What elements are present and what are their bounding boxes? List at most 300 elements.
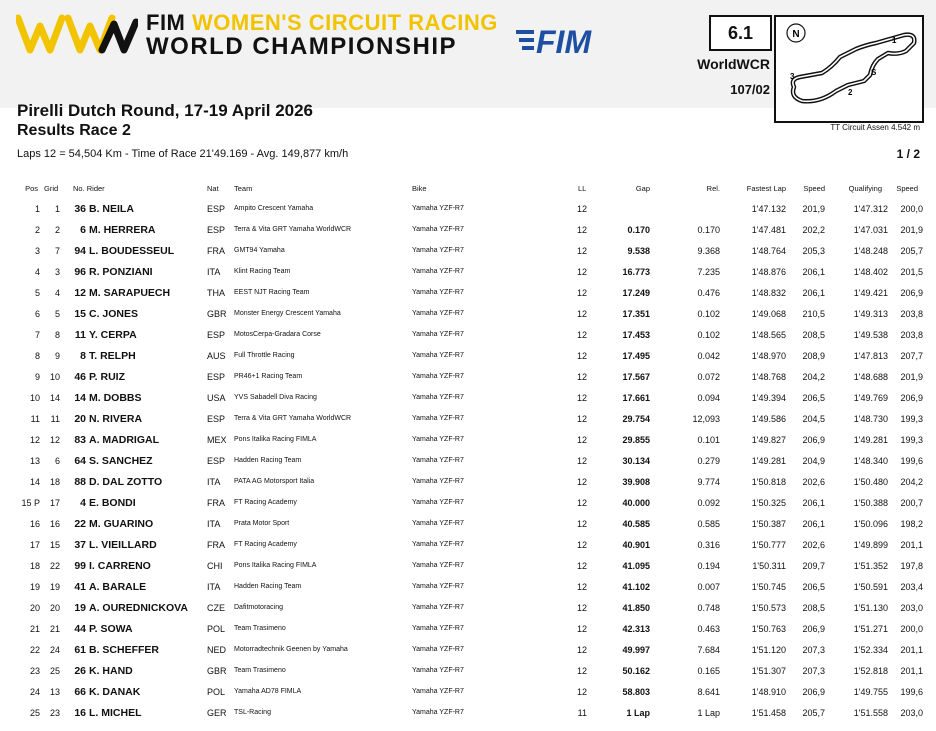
table-row [0, 493, 936, 514]
cell-num: 99 [74, 560, 86, 572]
cell-nat: NED [207, 645, 227, 655]
cell-team: GMT94 Yamaha [234, 247, 285, 254]
cell-bike: Yamaha YZF-R7 [412, 457, 464, 464]
cell-gap: 39.908 [622, 477, 650, 487]
cell-ll: 12 [576, 687, 587, 697]
cell-bike: Yamaha YZF-R7 [412, 226, 464, 233]
table-row [0, 262, 936, 283]
cell-pos: 4 [34, 267, 40, 277]
cell-spd: 206,9 [802, 624, 825, 634]
cell-qspd: 201,1 [900, 645, 923, 655]
cell-rel: 0.748 [697, 603, 720, 613]
cell-gap: 17.249 [622, 288, 650, 298]
cell-gap: 17.351 [622, 309, 650, 319]
cell-bike: Yamaha YZF-R7 [412, 625, 464, 632]
cell-qual: 1'51.130 [853, 603, 888, 613]
col-fastest-lap: Fastest Lap [746, 184, 786, 193]
cell-ll: 12 [576, 582, 587, 592]
col-qspeed: Speed [896, 184, 918, 193]
cell-rider: M. DOBBS [89, 392, 142, 404]
brand-fim: FIM [146, 10, 186, 35]
cell-rel: 8.641 [697, 687, 720, 697]
cell-gap: 0.170 [627, 225, 650, 235]
cell-grid: 16 [49, 519, 60, 529]
cell-rider: K. HAND [89, 665, 133, 677]
results-title: Results Race 2 [17, 122, 131, 139]
cell-fl: 1'51.458 [751, 708, 786, 718]
cell-gap: 17.495 [622, 351, 650, 361]
cell-num: 66 [74, 686, 86, 698]
cell-spd: 206,5 [802, 582, 825, 592]
cell-rel: 7.235 [697, 267, 720, 277]
cell-nat: GER [207, 708, 227, 718]
cell-num: 8 [80, 350, 86, 362]
cell-pos: 20 [29, 603, 40, 613]
cell-spd: 208,5 [802, 330, 825, 340]
cell-fl: 1'47.132 [751, 204, 786, 214]
cell-grid: 24 [49, 645, 60, 655]
cell-grid: 9 [54, 351, 60, 361]
cell-fl: 1'48.970 [751, 351, 786, 361]
cell-nat: ITA [207, 582, 221, 592]
table-row [0, 241, 936, 262]
cell-rider: D. DAL ZOTTO [89, 476, 163, 488]
cell-rel: 0.072 [697, 372, 720, 382]
cell-qspd: 206,9 [900, 288, 923, 298]
table-row [0, 472, 936, 493]
cell-fl: 1'48.876 [751, 267, 786, 277]
cell-bike: Yamaha YZF-R7 [412, 436, 464, 443]
cell-fl: 1'49.586 [751, 414, 786, 424]
cell-ll: 12 [576, 246, 587, 256]
table-row [0, 598, 936, 619]
col-qualifying: Qualifying [848, 184, 882, 193]
cell-grid: 21 [49, 624, 60, 634]
cell-qspd: 201,5 [900, 267, 923, 277]
cell-fl: 1'49.068 [751, 309, 786, 319]
col-nat: Nat [207, 184, 219, 193]
cell-rel: 0.007 [697, 582, 720, 592]
col-ll: LL [578, 184, 587, 193]
cell-fl: 1'48.832 [751, 288, 786, 298]
cell-fl: 1'51.120 [751, 645, 786, 655]
cell-rider: M. HERRERA [89, 224, 156, 236]
cell-qspd: 204,2 [900, 477, 923, 487]
cell-bike: Yamaha YZF-R7 [412, 667, 464, 674]
table-row [0, 556, 936, 577]
circuit-name: TT Circuit Assen 4.542 m [830, 123, 920, 132]
cell-fl: 1'48.764 [751, 246, 786, 256]
cell-team: Prata Motor Sport [234, 520, 290, 527]
cell-nat: USA [207, 393, 226, 403]
cell-qspd: 203,4 [900, 582, 923, 592]
cell-grid: 10 [49, 372, 60, 382]
cell-qual: 1'48.248 [853, 246, 888, 256]
cell-ll: 12 [576, 330, 587, 340]
table-row [0, 451, 936, 472]
cell-grid: 23 [49, 708, 60, 718]
cell-nat: ESP [207, 225, 226, 235]
col-grid: Grid [44, 184, 59, 193]
cell-rider: M. GUARINO [89, 518, 154, 530]
cell-rel: 7.684 [697, 645, 720, 655]
table-row [0, 325, 936, 346]
cell-fl: 1'50.311 [752, 561, 786, 571]
cell-qual: 1'51.352 [853, 561, 888, 571]
cell-team: Klint Racing Team [234, 268, 291, 275]
cell-num: 96 [74, 266, 86, 278]
cell-rel: 0.101 [697, 435, 720, 445]
cell-num: 11 [74, 329, 86, 341]
cell-grid: 19 [49, 582, 60, 592]
cell-ll: 12 [576, 309, 587, 319]
cell-ll: 12 [576, 498, 587, 508]
cell-qspd: 206,9 [900, 393, 923, 403]
cell-rider: B. NEILA [89, 203, 134, 215]
cell-grid: 25 [49, 666, 60, 676]
cell-rider: I. CARRENO [89, 560, 151, 572]
cell-qspd: 200,0 [900, 624, 923, 634]
col-gap: Gap [635, 184, 650, 193]
cell-team: Pons Italika Racing FIMLA [234, 562, 317, 569]
cell-bike: Yamaha YZF-R7 [412, 709, 464, 716]
cell-num: 64 [74, 455, 86, 467]
cell-ll: 12 [576, 477, 587, 487]
cell-grid: 13 [49, 687, 60, 697]
cell-grid: 12 [49, 435, 60, 445]
cell-pos: 3 [34, 246, 40, 256]
cell-qual: 1'52.818 [853, 666, 888, 676]
cell-num: 41 [74, 581, 86, 593]
cell-team: FT Racing Academy [234, 499, 297, 506]
cell-ll: 12 [576, 351, 587, 361]
cell-rel: 1 Lap [697, 708, 720, 718]
cell-bike: Yamaha YZF-R7 [412, 583, 464, 590]
cell-team: Team Trasimeno [234, 625, 286, 632]
cell-rider: B. SCHEFFER [89, 644, 160, 656]
table-row [0, 514, 936, 535]
cell-bike: Yamaha YZF-R7 [412, 520, 464, 527]
cell-num: 12 [74, 287, 86, 299]
cell-pos: 8 [34, 351, 40, 361]
table-row [0, 430, 936, 451]
cell-qual: 1'48.402 [853, 267, 888, 277]
cell-spd: 208,5 [802, 603, 825, 613]
cell-rider: A. MADRIGAL [89, 434, 159, 446]
cell-team: Pons Italika Racing FIMLA [234, 436, 317, 443]
cell-nat: CZE [207, 603, 225, 613]
cell-spd: 209,7 [802, 561, 825, 571]
cell-qual: 1'49.313 [853, 309, 888, 319]
cell-qspd: 199,3 [900, 414, 923, 424]
cell-gap: 41.850 [622, 603, 650, 613]
cell-ll: 12 [576, 393, 587, 403]
cell-rel: 0.170 [697, 225, 720, 235]
cell-nat: ESP [207, 204, 226, 214]
cell-pos: 17 [29, 540, 40, 550]
cell-bike: Yamaha YZF-R7 [412, 688, 464, 695]
cell-nat: ITA [207, 267, 221, 277]
cell-rider: L. BOUDESSEUL [89, 245, 175, 257]
cell-rider: M. SARAPUECH [89, 287, 171, 299]
cell-pos: 7 [34, 330, 40, 340]
cell-rel: 12,093 [692, 414, 720, 424]
cell-bike: Yamaha YZF-R7 [412, 562, 464, 569]
cell-spd: 206,9 [802, 687, 825, 697]
cell-spd: 205,7 [802, 708, 825, 718]
cell-team: Terra & Vita GRT Yamaha WorldWCR [234, 226, 352, 233]
cell-rel: 0.316 [697, 540, 720, 550]
cell-rider: P. SOWA [89, 623, 133, 635]
cell-num: 88 [74, 476, 86, 488]
cell-bike: Yamaha YZF-R7 [412, 205, 464, 212]
cell-nat: FRA [207, 498, 225, 508]
cell-rel: 0.092 [697, 498, 720, 508]
cell-grid: 15 [49, 540, 60, 550]
cell-nat: FRA [207, 540, 225, 550]
table-row [0, 682, 936, 703]
table-row [0, 199, 936, 220]
track-map [774, 15, 924, 123]
cell-qual: 1'48.340 [853, 456, 888, 466]
cell-spd: 206,1 [802, 267, 825, 277]
cell-spd: 202,6 [802, 477, 825, 487]
cell-spd: 210,5 [802, 309, 825, 319]
cell-bike: Yamaha YZF-R7 [412, 394, 464, 401]
cell-ll: 12 [576, 288, 587, 298]
cell-spd: 208,9 [802, 351, 825, 361]
cell-rel: 9.368 [697, 246, 720, 256]
cell-team: Ampito Crescent Yamaha [234, 205, 314, 212]
cell-pos: 1 [34, 204, 40, 214]
cell-gap: 17.661 [622, 393, 650, 403]
cell-rider: T. RELPH [89, 350, 136, 362]
cell-grid: 22 [49, 561, 60, 571]
cell-qspd: 203,0 [900, 708, 923, 718]
cell-gap: 42.313 [622, 624, 650, 634]
cell-fl: 1'50.777 [751, 540, 786, 550]
cell-rider: L. MICHEL [89, 707, 142, 719]
cell-grid: 14 [49, 393, 60, 403]
cell-fl: 1'48.768 [751, 372, 786, 382]
cell-rel: 0.585 [697, 519, 720, 529]
cell-fl: 1'49.827 [751, 435, 786, 445]
cell-fl: 1'51.307 [751, 666, 786, 676]
cell-qspd: 199,6 [900, 687, 923, 697]
cell-qual: 1'50.480 [853, 477, 888, 487]
cell-pos: 19 [29, 582, 40, 592]
cell-team: Team Trasimeno [234, 667, 286, 674]
cell-qspd: 198,2 [900, 519, 923, 529]
cell-qual: 1'50.096 [853, 519, 888, 529]
cell-pos: 22 [29, 645, 40, 655]
cell-grid: 6 [54, 456, 60, 466]
cell-fl: 1'47.481 [751, 225, 786, 235]
cell-spd: 202,2 [802, 225, 825, 235]
cell-pos: 24 [29, 687, 40, 697]
cell-bike: Yamaha YZF-R7 [412, 415, 464, 422]
cell-pos: 13 [29, 456, 40, 466]
cell-gap: 1 Lap [626, 708, 650, 718]
cell-grid: 18 [49, 477, 60, 487]
col-speed: Speed [803, 184, 825, 193]
cell-spd: 206,1 [802, 519, 825, 529]
cell-grid: 2 [54, 225, 60, 235]
table-row [0, 409, 936, 430]
cell-team: Dafitmotoracing [234, 604, 284, 611]
track-marker-1: 1 [892, 36, 897, 45]
cell-pos: 6 [34, 309, 40, 319]
cell-rider: A. OUREDNICKOVA [89, 602, 188, 614]
cell-nat: GBR [207, 309, 227, 319]
cell-num: 37 [74, 539, 86, 551]
svg-text:N: N [792, 29, 800, 40]
cell-num: 6 [80, 224, 86, 236]
cell-team: Yamaha AD78 FIMLA [234, 688, 302, 695]
cell-spd: 204,9 [802, 456, 825, 466]
cell-nat: ESP [207, 330, 226, 340]
cell-grid: 17 [49, 498, 60, 508]
cell-fl: 1'48.910 [751, 687, 786, 697]
cell-team: Hadden Racing Team [234, 457, 302, 464]
cell-ll: 12 [576, 561, 587, 571]
cell-rel: 0.102 [697, 309, 720, 319]
cell-rider: C. JONES [89, 308, 139, 320]
cell-fl: 1'49.281 [751, 456, 786, 466]
cell-rel: 0.279 [697, 456, 720, 466]
cell-gap: 58.803 [622, 687, 650, 697]
cell-num: 83 [74, 434, 86, 446]
cell-team: YVS Sabadell Diva Racing [234, 394, 317, 401]
cell-nat: CHI [207, 561, 223, 571]
cell-spd: 202,6 [802, 540, 825, 550]
track-marker-3: 3 [790, 72, 795, 81]
cell-ll: 12 [576, 456, 587, 466]
cell-ll: 12 [576, 540, 587, 550]
track-marker-2: 2 [848, 88, 853, 97]
cell-grid: 1 [54, 204, 60, 214]
cell-gap: 9.538 [627, 246, 650, 256]
cell-num: 15 [74, 308, 86, 320]
cell-qspd: 203,0 [900, 603, 923, 613]
cell-qual: 1'47.031 [853, 225, 888, 235]
cell-ll: 12 [576, 414, 587, 424]
cell-pos: 21 [29, 624, 40, 634]
document-number: 107/02 [730, 82, 770, 97]
race-info: Laps 12 = 54,504 Km - Time of Race 21'49.169 - Avg. 149,877 km/h [17, 148, 349, 160]
cell-team: MotosCerpa-Gradara Corse [234, 331, 321, 338]
cell-num: 4 [80, 497, 86, 509]
cell-bike: Yamaha YZF-R7 [412, 499, 464, 506]
cell-rider: E. BONDI [89, 497, 136, 509]
cell-num: 46 [74, 371, 86, 383]
cell-ll: 12 [576, 225, 587, 235]
cell-qual: 1'49.281 [853, 435, 888, 445]
cell-ll: 12 [576, 267, 587, 277]
cell-gap: 50.162 [622, 666, 650, 676]
cell-ll: 12 [576, 624, 587, 634]
cell-qspd: 199,3 [900, 435, 923, 445]
cell-num: 94 [74, 245, 86, 257]
cell-qual: 1'47.813 [853, 351, 888, 361]
cell-gap: 49.997 [622, 645, 650, 655]
cell-rider: N. RIVERA [89, 413, 143, 425]
cell-gap: 17.567 [622, 372, 650, 382]
cell-fl: 1'50.573 [751, 603, 786, 613]
cell-ll: 12 [576, 603, 587, 613]
cell-pos: 11 [30, 414, 40, 424]
cell-nat: THA [207, 288, 225, 298]
cell-gap: 40.901 [622, 540, 650, 550]
cell-qual: 1'51.271 [853, 624, 888, 634]
wcr-logo-icon [16, 14, 138, 54]
cell-spd: 204,5 [802, 414, 825, 424]
cell-pos: 10 [29, 393, 40, 403]
cell-spd: 206,1 [802, 498, 825, 508]
cell-rel: 9.774 [697, 477, 720, 487]
cell-pos: 23 [29, 666, 40, 676]
cell-rider: A. BARALE [89, 581, 147, 593]
cell-bike: Yamaha YZF-R7 [412, 247, 464, 254]
cell-pos: 12 [29, 435, 40, 445]
cell-grid: 3 [54, 267, 60, 277]
cell-fl: 1'48.565 [751, 330, 786, 340]
event-title: Pirelli Dutch Round, 17-19 April 2026 [17, 101, 314, 120]
cell-qual: 1'50.388 [853, 498, 888, 508]
cell-team: FT Racing Academy [234, 541, 297, 548]
cell-spd: 207,3 [802, 666, 825, 676]
cell-num: 61 [74, 644, 86, 656]
cell-team: Terra & Vita GRT Yamaha WorldWCR [234, 415, 352, 422]
cell-qspd: 207,7 [900, 351, 923, 361]
cell-num: 20 [74, 413, 86, 425]
cell-team: PR46+1 Racing Team [234, 373, 303, 380]
cell-pos: 18 [29, 561, 40, 571]
cell-rel: 0.165 [697, 666, 720, 676]
cell-gap: 29.855 [622, 435, 650, 445]
track-marker-s: S [871, 68, 877, 77]
cell-bike: Yamaha YZF-R7 [412, 604, 464, 611]
cell-nat: ITA [207, 519, 221, 529]
cell-num: 26 [74, 665, 86, 677]
fim-logo-icon [516, 22, 604, 58]
cell-team: Full Throttle Racing [234, 352, 295, 359]
track-map-icon [776, 17, 922, 121]
cell-bike: Yamaha YZF-R7 [412, 373, 464, 380]
cell-team: EEST NJT Racing Team [234, 289, 310, 296]
cell-qspd: 200,0 [900, 204, 923, 214]
cell-qspd: 200,7 [900, 498, 923, 508]
cell-qspd: 201,9 [900, 225, 923, 235]
cell-nat: MEX [207, 435, 227, 445]
cell-pos: 15 P [21, 498, 40, 508]
cell-num: 16 [74, 707, 86, 719]
cell-bike: Yamaha YZF-R7 [412, 478, 464, 485]
cell-grid: 11 [50, 414, 60, 424]
cell-nat: GBR [207, 666, 227, 676]
table-row [0, 577, 936, 598]
cell-spd: 206,5 [802, 393, 825, 403]
cell-num: 19 [74, 602, 86, 614]
cell-pos: 5 [34, 288, 40, 298]
cell-qual: 1'51.558 [853, 708, 888, 718]
cell-num: 36 [74, 203, 86, 215]
cell-spd: 207,3 [802, 645, 825, 655]
cell-nat: ITA [207, 477, 221, 487]
table-row [0, 661, 936, 682]
cell-pos: 9 [34, 372, 40, 382]
cell-rel: 0.042 [697, 351, 720, 361]
